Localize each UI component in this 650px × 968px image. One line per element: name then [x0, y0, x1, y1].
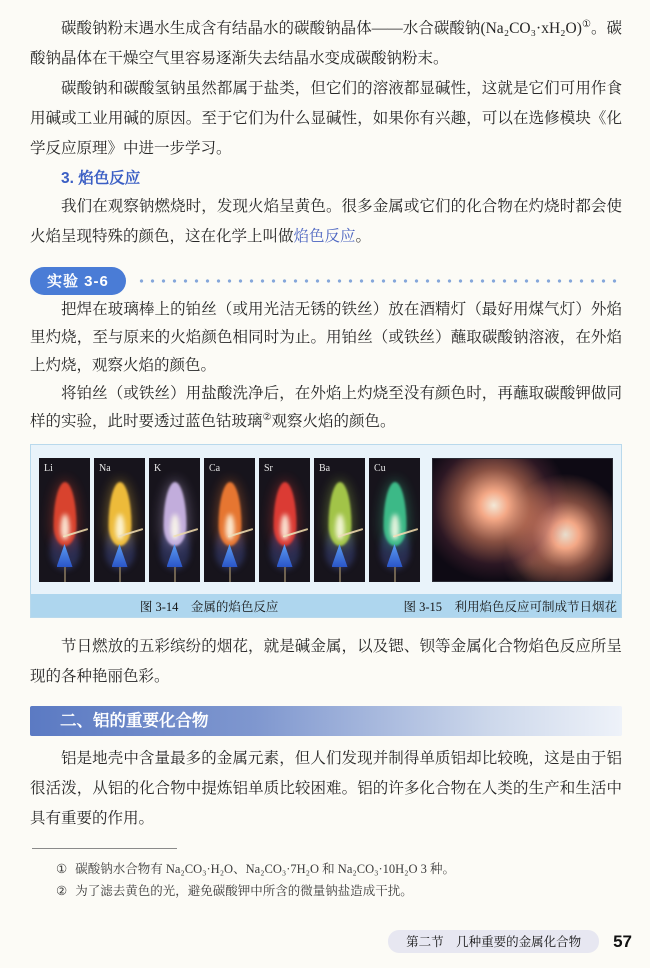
paragraph-aluminum-intro: 铝是地壳中含量最多的金属元素，但人们发现并制得单质铝却比较晚，这是由于铝很活泼，从铝的化合物中提炼铝单质比较困难。铝的许多化合物在人类的生产和生活中具有重要的作用。: [30, 750, 622, 827]
element-label: Cu: [374, 463, 386, 474]
flame-photo-ba: [314, 458, 365, 582]
burner-stem: [229, 567, 231, 582]
figure-caption-3-14: 图 3-14 金属的焰色反应: [139, 599, 279, 614]
page-footer: [388, 930, 632, 953]
sub-heading-flame-reaction: 3. 焰色反应: [61, 170, 141, 187]
footnote-marker: ①: [56, 862, 68, 876]
element-label: Li: [44, 463, 53, 474]
footnote-text: 为了滤去黄色的光，避免碳酸钾中所含的微量钠盐造成干扰。: [75, 884, 413, 898]
experiment-label-pill: 实验 3-6: [30, 267, 126, 295]
burner-stem: [284, 567, 286, 582]
paragraph-text: 观察火焰的颜色。: [271, 413, 396, 430]
burner-stem: [174, 567, 176, 582]
dotted-rule: [136, 279, 622, 283]
element-label: Na: [99, 463, 111, 474]
flame-photo-ca: [204, 458, 255, 582]
experiment-paragraph-1: 把焊在玻璃棒上的铂丝（或用光洁无锈的铁丝）放在酒精灯（最好用煤气灯）外焰里灼烧，至与原来的火焰颜色相同时为止。用铂丝（或铁丝）蘸取碳酸钠溶液，在外焰上灼烧，观察火焰的颜色。: [30, 301, 622, 374]
section-title-pill: 第二节 几种重要的金属化合物: [388, 930, 599, 953]
footnotes-block: [30, 848, 624, 902]
burner-stem: [394, 567, 396, 582]
experiment-paragraph-2: [30, 380, 622, 436]
footnote-1: [30, 858, 624, 880]
section-banner-aluminum: 二、铝的重要化合物: [30, 706, 622, 736]
footnote-ref-2: ②: [262, 411, 272, 423]
flame-photo-cu: [369, 458, 420, 582]
experiment-header: [30, 266, 622, 296]
paragraph-festival-fireworks: 节日燃放的五彩缤纷的烟花，就是碱金属，以及锶、钡等金属化合物焰色反应所呈现的各种艳丽色彩。: [30, 638, 622, 685]
footnote-2: [30, 880, 624, 902]
element-label: Ca: [209, 463, 221, 474]
burner-stem: [64, 567, 66, 582]
paragraph-text: 我们在观察钠燃烧时，发现火焰呈黄色。很多金属或它们的化合物在灼烧时都会使火焰呈现特殊的颜色，这在化学上叫做: [30, 198, 622, 245]
paragraph-sodium-carbonate-crystal: [30, 14, 622, 74]
paragraph-salts-alkaline: 碳酸钠和碳酸氢钠虽然都属于盐类，但它们的溶液都显碱性，这就是它们可用作食用碱或工业用碱的原因。至于它们为什么显碱性，如果你有兴趣，可以在选修模块《化学反应原理》中进一步学习。: [30, 80, 622, 157]
element-label: Ba: [319, 463, 331, 474]
figure-block: [30, 444, 622, 618]
burner-stem: [119, 567, 121, 582]
flame-photo-li: [39, 458, 90, 582]
experiment-body: [30, 296, 622, 436]
burner-stem: [339, 567, 341, 582]
figure-caption-band: [31, 594, 621, 617]
paragraph-text: 将铂丝（或铁丝）用盐酸洗净后，在外焰上灼烧至没有颜色时，再蘸取碳酸钾做同样的实验，此时要透过蓝色钴玻璃: [30, 385, 622, 430]
term-flame-reaction: 焰色反应: [293, 228, 356, 245]
fireworks-photo: [432, 458, 613, 582]
page-number: 57: [613, 931, 632, 951]
paragraph-text: 。: [355, 228, 372, 245]
footnote-text: 碳酸钠水合物有 Na₂CO₃·H₂O、Na₂CO₃·7H₂O 和 Na₂CO₃·10H₂O 3 种。: [75, 862, 456, 876]
flame-photo-sr: [259, 458, 310, 582]
figure-images-row: [31, 445, 621, 594]
paragraph-text: 。碳酸钠晶体在干燥空气里容易逐渐失去结晶水变成碳酸钠粉末。: [30, 20, 622, 67]
footnote-marker: ②: [56, 884, 68, 898]
paragraph-text: 碳酸钠粉末遇水生成含有结晶水的碳酸钠晶体——水合碳酸钠(Na₂CO₃·xH₂O): [61, 20, 582, 37]
flame-photo-na: [94, 458, 145, 582]
footnote-ref-1: ①: [581, 18, 591, 30]
element-label: K: [154, 463, 162, 474]
element-label: Sr: [264, 463, 273, 474]
footnote-divider: [32, 848, 177, 849]
flame-photo-k: [149, 458, 200, 582]
paragraph-flame-colors: [30, 192, 622, 252]
figure-caption-3-15: 图 3-15 利用焰色反应可制成节日烟花: [403, 599, 617, 614]
